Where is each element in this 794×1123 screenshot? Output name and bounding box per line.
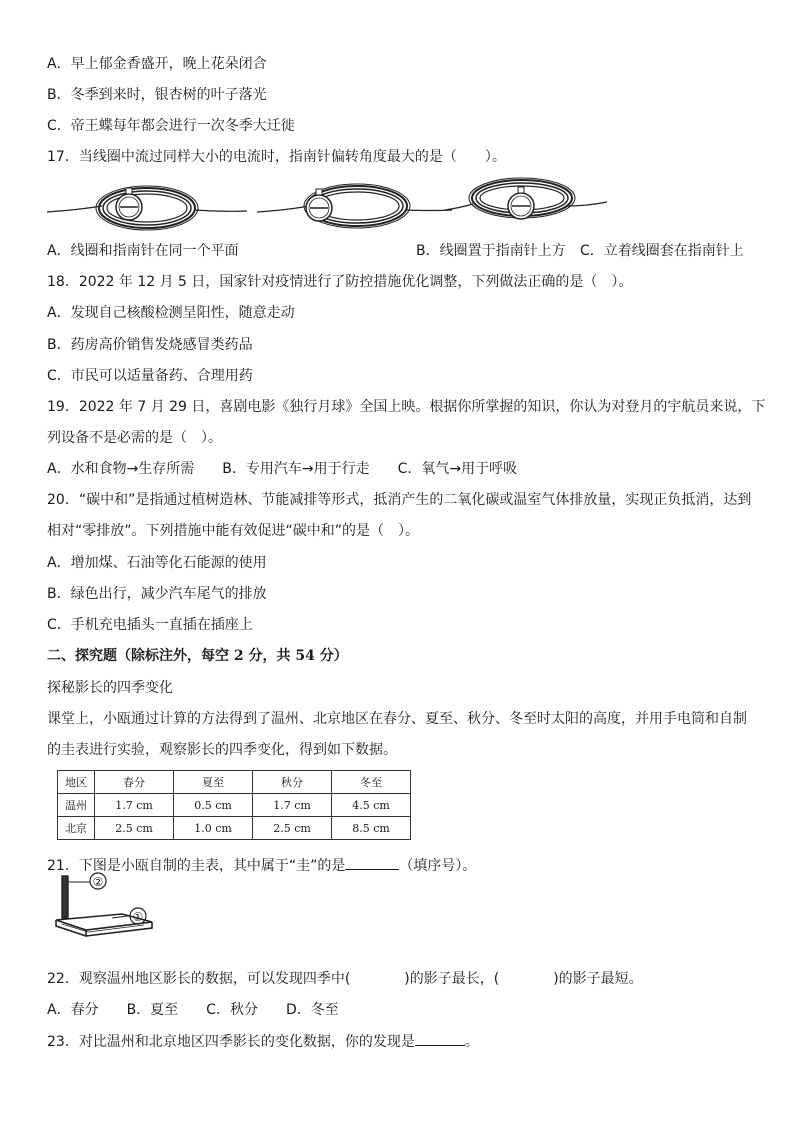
q22-stem-suffix: )的影子最短。 <box>553 971 643 987</box>
table-cell: 2.5 cm <box>253 817 332 840</box>
table-cell: 1.7 cm <box>253 794 332 817</box>
coil-figure-b <box>257 184 452 228</box>
table-cell: 0.5 cm <box>174 794 253 817</box>
q19-stem-line-2: 列设备不是必需的是（ ）。 <box>47 430 222 446</box>
q21-stem-text: 21．下图是小瓯自制的圭表，其中属于“圭”的是 <box>47 858 346 874</box>
q20-option-a: A．增加煤、石油等化石能源的使用 <box>47 555 267 571</box>
q17-option-c: C．立着线圈套在指南针上 <box>580 243 744 259</box>
q17-option-a: A．线圈和指南针在同一个平面 <box>47 243 239 259</box>
q18-option-a: A．发现自己核酸检测呈阳性，随意走动 <box>47 305 295 321</box>
table-header-row <box>58 771 411 794</box>
q19-options: A．水和食物→生存所需 B．专用汽车→用于行走 C．氧气→用于呼吸 <box>47 461 518 477</box>
table-row <box>58 794 411 817</box>
q20-option-c: C．手机充电插头一直插在插座上 <box>47 617 253 633</box>
q18-stem: 18．2022 年 12 月 5 日，国家针对疫情进行了防控措施优化调整，下列做法正确的是（ ）。 <box>47 274 633 290</box>
gnomon-label-1: ① <box>132 910 144 924</box>
table-header-cell: 冬至 <box>332 771 411 794</box>
q23-answer-blank[interactable] <box>415 1031 465 1046</box>
q21-answer-blank[interactable] <box>345 855 399 870</box>
q17-option-b: B．线圈置于指南针上方 <box>416 243 566 259</box>
gnomon-label-2: ② <box>92 875 104 889</box>
q18-option-c: C．市民可以适量备药、合理用药 <box>47 368 253 384</box>
table-cell: 北京 <box>58 817 95 840</box>
q22-options: A．春分 B．夏至 C．秋分 D．冬至 <box>47 1002 339 1018</box>
q16-option-a: A．早上郁金香盛开，晚上花朵闭合 <box>47 56 267 72</box>
q19-stem-line-1: 19．2022 年 7 月 29 日，喜剧电影《独行月球》全国上映。根据你所掌握的知识，你认为对登月的宇航员来说，下 <box>47 399 766 415</box>
q20-stem-line-2: 相对“零排放”。下列措施中能有效促进“碳中和”的是（ ）。 <box>47 523 420 539</box>
table-row <box>58 817 411 840</box>
table-cell: 1.7 cm <box>95 794 174 817</box>
q16-option-c: C．帝王蝶每年都会进行一次冬季大迁徙 <box>47 118 295 134</box>
q22-stem-middle: )的影子最长，( <box>404 971 500 987</box>
q20-stem-line-1: 20．“碳中和”是指通过植树造林、节能减排等形式，抵消产生的二氧化碳或温室气体排放量，实现正负抵消，达到 <box>47 492 752 508</box>
shadow-length-table <box>57 770 411 840</box>
q18-option-b: B．药房高价销售发烧感冒类药品 <box>47 337 253 353</box>
table-cell: 8.5 cm <box>332 817 411 840</box>
table-cell: 2.5 cm <box>95 817 174 840</box>
table-cell: 温州 <box>58 794 95 817</box>
q16-option-b: B．冬季到来时，银杏树的叶子落光 <box>47 87 267 103</box>
q22-stem <box>47 969 643 989</box>
section-intro-line-1: 课堂上，小瓯通过计算的方法得到了温州、北京地区在春分、夏至、秋分、冬至时太阳的高度，并用手电筒和自制 <box>47 711 747 727</box>
table-header-cell: 春分 <box>95 771 174 794</box>
table-cell: 1.0 cm <box>174 817 253 840</box>
coil-figure-c <box>445 178 607 219</box>
q23-stem-text: 23．对比温州和北京地区四季影长的变化数据，你的发现是 <box>47 1034 415 1050</box>
section-topic: 探秘影长的四季变化 <box>47 680 173 696</box>
q17-stem: 17．当线圈中流过同样大小的电流时，指南针偏转角度最大的是（ ）。 <box>47 149 506 165</box>
table-header-cell: 夏至 <box>174 771 253 794</box>
section-intro-line-2: 的圭表进行实验，观察影长的四季变化，得到如下数据。 <box>47 742 397 758</box>
table-cell: 4.5 cm <box>332 794 411 817</box>
q21-stem-suffix: （填序号）。 <box>399 858 477 874</box>
coil-compass-figures <box>47 176 747 232</box>
q22-stem-text: 22．观察温州地区影长的数据，可以发现四季中( <box>47 971 351 987</box>
coil-figure-a <box>47 186 247 230</box>
table-header-cell: 秋分 <box>253 771 332 794</box>
q23-stem-suffix: 。 <box>464 1034 479 1050</box>
table-header-cell: 地区 <box>58 771 95 794</box>
gnomon-figure <box>52 866 162 944</box>
q20-option-b: B．绿色出行，减少汽车尾气的排放 <box>47 586 267 602</box>
q23-stem <box>47 1031 479 1052</box>
section-heading: 二、探究题（除标注外，每空 2 分，共 54 分） <box>47 648 348 664</box>
